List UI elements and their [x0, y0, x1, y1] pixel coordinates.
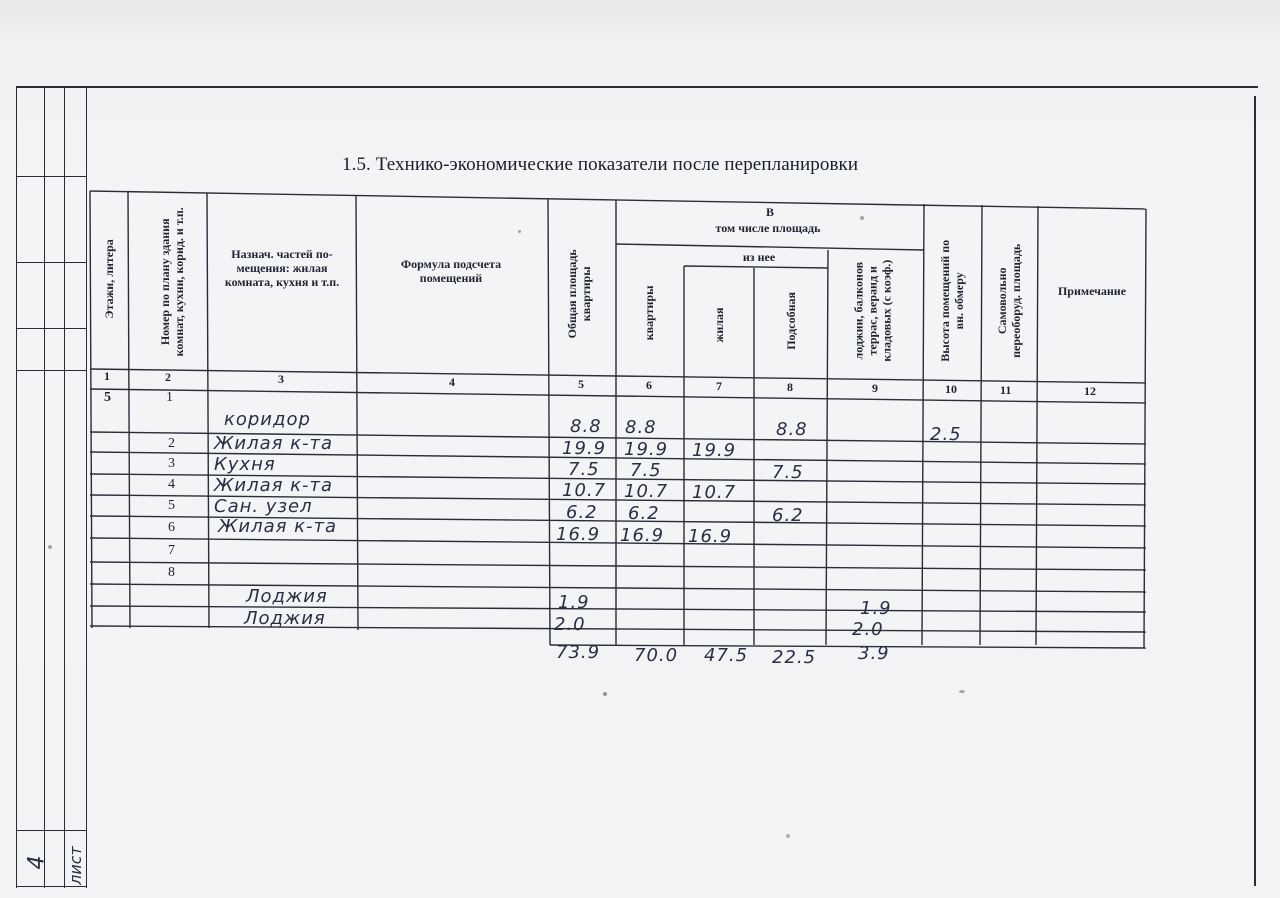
apartment-sum: 70.0 [634, 645, 679, 666]
total-area: 16.9 [556, 524, 601, 545]
room-name: Жилая к-та [214, 475, 334, 496]
header-floors: Этажи, литера [102, 239, 117, 319]
total-area: 6.2 [566, 502, 598, 523]
total-area: 1.9 [558, 592, 590, 613]
row-number: 5 [168, 498, 175, 513]
living-area: 19.9 [692, 440, 737, 461]
header-apartment: квартиры [642, 285, 657, 341]
sheet-label: лист [65, 846, 85, 885]
auxiliary-area: 8.8 [776, 419, 808, 440]
room-name: Жилая к-та [214, 433, 334, 454]
living-sum: 47.5 [704, 645, 749, 666]
header-auxiliary: Подсобная [784, 292, 799, 350]
apartment-area: 16.9 [620, 525, 665, 546]
scan-speck [518, 230, 521, 233]
row-number: 7 [168, 543, 175, 558]
apartment-area: 19.9 [624, 439, 669, 460]
col-num: 11 [1000, 383, 1012, 397]
sheet-number: 4 [24, 855, 50, 870]
total-sum: 73.9 [556, 642, 601, 663]
row-number: 8 [168, 565, 175, 580]
room-name: Жилая к-та [218, 516, 338, 537]
total-area: 7.5 [568, 459, 600, 480]
apartment-area: 10.7 [624, 481, 669, 502]
auxiliary-area: 6.2 [772, 505, 804, 526]
header-room-number: Номер по плану здания комнат, кухни, корид. и т.п. [158, 207, 186, 357]
total-area: 2.0 [554, 614, 586, 635]
auxiliary-area: 7.5 [772, 462, 804, 483]
room-name: коридор [224, 409, 311, 430]
total-area: 10.7 [562, 480, 607, 501]
header-total-area: Общая площадь квартиры [565, 249, 593, 339]
scan-speck [48, 545, 52, 549]
apartment-area: 7.5 [630, 460, 662, 481]
col-num: 5 [578, 377, 584, 391]
header-notes: Примечание [1057, 284, 1127, 298]
room-height: 2.5 [930, 424, 962, 445]
col-num: 2 [165, 370, 171, 384]
header-formula: Формула подсчета помещений [400, 257, 502, 285]
col-num: 12 [1084, 384, 1096, 398]
page-title: 1.5. Технико-экономические показатели после перепланировки [342, 154, 859, 175]
row-number: 4 [168, 477, 175, 492]
col-num: 3 [278, 372, 284, 386]
scan-speck [603, 692, 607, 696]
room-name: Сан. узел [214, 496, 313, 517]
scan-speck [786, 834, 790, 838]
header-height: Высота помещений по вн. обмеру [938, 239, 966, 362]
loggia-sum: 3.9 [858, 643, 890, 664]
loggia-area: 1.9 [860, 598, 892, 619]
header-loggias: лоджии, балконов террас, веранд и кладовых (с коэф.) [851, 259, 893, 362]
col-num: 6 [646, 378, 652, 392]
row-number: 1 [166, 390, 173, 405]
header-unauthorized-area: Самовольно переоборуд. площадь [995, 243, 1023, 358]
header-group-top: В [765, 205, 774, 219]
room-name: Лоджия [246, 586, 328, 607]
auxiliary-sum: 22.5 [772, 647, 817, 668]
total-area: 8.8 [570, 416, 602, 437]
scan-speck [959, 690, 965, 693]
col-num: 7 [716, 379, 722, 393]
living-area: 16.9 [688, 526, 733, 547]
header-group-top2: том числе площадь [715, 221, 821, 235]
room-name: Кухня [214, 454, 276, 475]
header-subgroup: из нее [742, 250, 776, 264]
col-num: 10 [945, 382, 957, 396]
header-purpose: Назнач. частей по-мещения: жилая комната, кухня и т.п. [224, 247, 340, 289]
floor-number: 5 [104, 390, 111, 405]
row-number: 6 [168, 520, 175, 535]
col-num: 8 [787, 380, 793, 394]
row-number: 2 [168, 436, 175, 451]
room-name: Лоджия [244, 608, 326, 629]
col-num: 1 [104, 369, 110, 383]
living-area: 10.7 [692, 482, 737, 503]
col-num: 4 [449, 375, 455, 389]
row-number: 3 [168, 456, 175, 471]
apartment-area: 8.8 [625, 417, 657, 438]
loggia-area: 2.0 [852, 619, 884, 640]
col-num: 9 [872, 381, 878, 395]
header-living: жилая [712, 307, 727, 343]
scan-speck [860, 216, 864, 220]
total-area: 19.9 [562, 438, 607, 459]
apartment-area: 6.2 [628, 503, 660, 524]
